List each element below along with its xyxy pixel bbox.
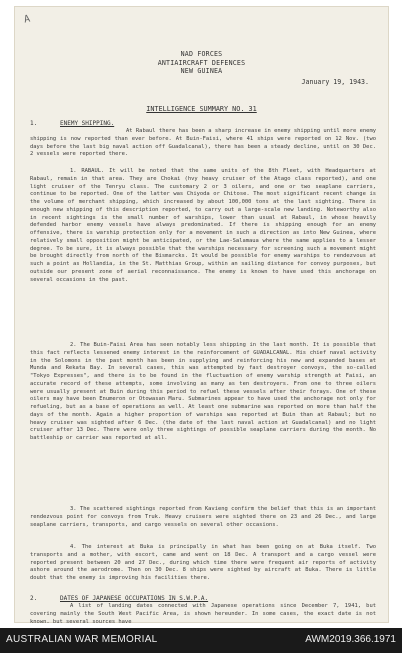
paragraph: 2. The Buin-Faisi Area has seen notably less shipping in the last month. It is possible that this fact reflects lessened enemy interest in the reinforcement of GUADALCANAL. His chief naval activity in the Solomons in the past month has been in supplying and reinforcing his new and expanded bases at Munda and Rekata Bay. In several cases, this was attempted by fast destroyer convoys, the so-called "Tokyo Expresses", and there is to be found in the fluctuation of enemy warship strength at Faisi, an accurate record of these attempts, some involving as many as ten destroyers. From one to three oilers were usually present at Buin during this period to refuel these vessels after their forays. One of these oilers may have been Enumeron or Otowasan Maru. Submarines appear to have used the anchorage not only for refueling, but as a base of operations as well. At least one submarine was reported on more than half the days of the month. Again a higher proportion of warships was reported at Buin than at Rabaul; but no heavy cruiser was sighted after 6 Dec. (the date of the last naval action at Guadalcanal) and no light cruiser after 13 Dec. There were only three sightings of possible seaplane carriers during the month. No battleship or carrier was reported at all. (30, 342, 376, 441)
header-line: ANTIAIRCRAFT DEFENCES (157, 58, 246, 67)
document-page (14, 6, 389, 623)
section-number: 2. (30, 595, 38, 602)
archive-name: AUSTRALIAN WAR MEMORIAL (6, 634, 158, 645)
section-heading (30, 595, 208, 602)
archive-footer (0, 628, 402, 653)
paragraph: 3. The scattered sightings reported from Kavieng confirm the belief that this is an important rendezvous point for convoys from Truk. Heavy cruisers were sighted there on 23 and 26 Dec., and large seaplane carriers, transports, and cargo vessels on several other occasions. (30, 506, 376, 528)
document-title: INTELLIGENCE SUMMARY NO. 31 (146, 105, 257, 113)
document-header (14, 50, 389, 76)
archive-id: AWM2019.366.1971 (305, 634, 396, 645)
section-title: ENEMY SHIPPING. (60, 120, 115, 127)
header-line: NEW GUINEA (180, 67, 223, 76)
section-title: DATES OF JAPANESE OCCUPATIONS IN S.W.P.A. (60, 595, 209, 602)
paragraph: 1. RABAUL. It will be noted that the same units of the 8th Fleet, with Headquarters at Rabaul, remain in that area. They are Chokai (hvy heavy cruiser of the Atago class reported), and one light cruiser of the Tenryu class. The customary 2 or 3 oilers, and one or two seaplane carriers, continue to be reported. One of the latter was Chiyoda or Chitose. The most significant recent change is the volume of merchant shipping, which increased by about 100,000 tons at the last sighting. There is enough new shipping of this description reported, to carry out a large-scale new landing. Noteworthy also in recent sightings is the small number of warships, lower than usual at Rabaul, in whose heavily defended harbor enemy vessels have always predominated. If there is shipping enough for an enemy offensive, there is warship protection only for a movement in such a direction as into New Guinea, where relatively small opposition might be anticipated, or the Lae-Salamaua where the same applies to a lesser degree. To be sure, it is always possible that the warships necessary for screening such a movement might be brought directly from north of the Bismarcks. It would be possible for enemy warships to rendezvous at such a point as Hollandia, in the St. Matthias Group, within an sailing distance for convoy purposes, but outside our present zone of aerial reconnaissance. The enemy is known to have used this anchorage on several occasions in the past. (30, 168, 376, 283)
section-heading (30, 120, 114, 127)
corner-mark: A (22, 13, 32, 26)
paragraph: At Rabaul there has been a sharp increase in enemy shipping until more enemy shipping is now reported than ever before. At Buin-Faisi, where 41 ships were reported on 12 Nov. (two days before the last big naval action off Guadalcanal), there has been a steady decline, until on 30 Dec. 2 vessels were reported there. (30, 128, 376, 158)
document-date: January 19, 1943. (301, 78, 369, 86)
section-number: 1. (30, 120, 38, 127)
paragraph: A list of landing dates connected with Japanese operations since December 7, 1941, but covering mainly the South West Pacific Area, is shown hereunder. In some cases, the exact date is not known, but several sources have (30, 603, 376, 623)
paragraph: 4. The interest at Buka is principally in what has been going on at Buka itself. Two transports and a mother, with escort, came and went on 18 Dec. A transport and a cargo vessel were reported present between 20 and 27 Dec., during which time there were frequent air reports of activity ashore around the aerodrome. Then on 30 Dec. 8 ships were sighted by aircraft at Buka. There is little doubt that the enemy is improving his facilities there. (30, 544, 376, 581)
header-line: NAD FORCES (180, 50, 223, 58)
